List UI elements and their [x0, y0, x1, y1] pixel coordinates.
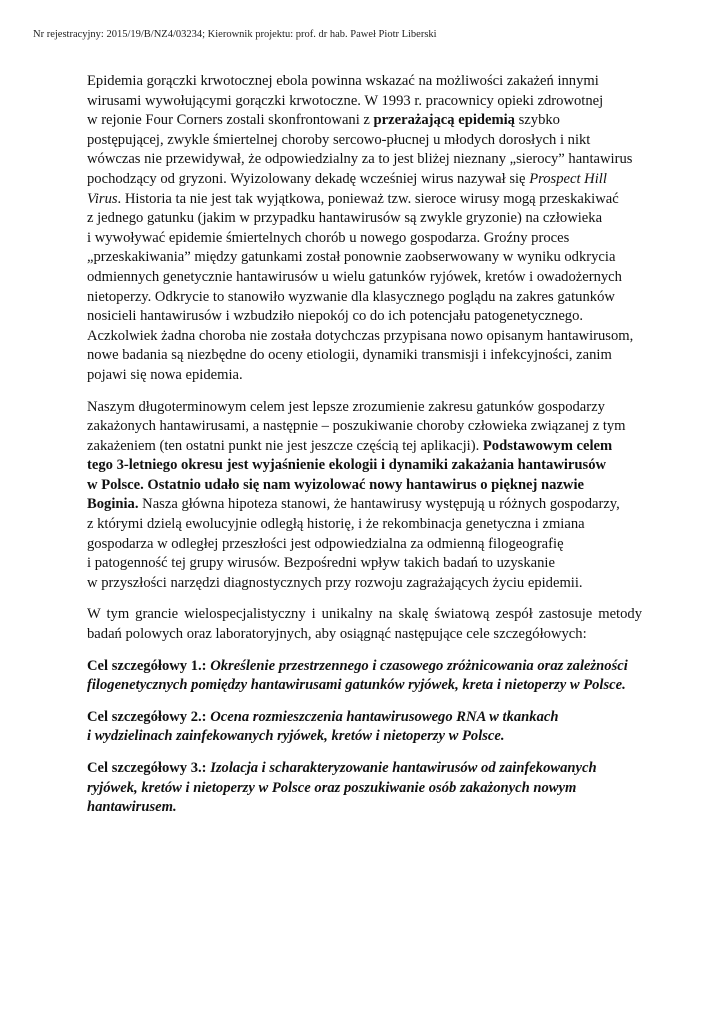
italic-phrase: Prospect Hill: [529, 170, 607, 187]
text-span: szybko: [514, 112, 560, 129]
bold-phrase: Podstawowym celem: [482, 437, 613, 454]
text-line: nowe badania są niezbędne do oceny etiologii, dynamiki transmisji i infekcyjności, zanim: [87, 347, 612, 364]
text-line: [87, 727, 642, 747]
document-body: [87, 72, 642, 830]
text-line: [87, 657, 642, 677]
paragraph-ebola-context: [87, 72, 642, 386]
text-span: Nasza główna hipoteza stanowi, że hantawirusy występują u różnych gospodarzy,: [138, 496, 620, 513]
text-line: w przyszłości narzędzi diagnostycznych przy rozwoju zagrażających życiu epidemii.: [87, 574, 583, 591]
goal-text: Określenie przestrzennego i czasowego zróżnicowania oraz zależności: [210, 657, 628, 674]
goal-label: Cel szczegółowy 2.:: [87, 708, 211, 725]
bold-phrase: przerażającą epidemią: [373, 112, 515, 129]
goal-text: Ocena rozmieszczenia hantawirusowego RNA w tkankach: [210, 708, 559, 725]
text-line: wirusami wywołującymi gorączki krwotoczne. W 1993 r. pracownicy opieki zdrowotnej: [87, 92, 604, 109]
text-span: w rejonie Four Corners zostali skonfrontowani z: [87, 112, 374, 129]
text-span: . Historia ta nie jest tak wyjątkowa, ponieważ tzw. sieroce wirusy mogą przeskakiwać: [117, 190, 619, 207]
text-line: W tym grancie wielospecjalistyczny i unikalny na skalę światową zespół zastosuje metody: [87, 606, 642, 623]
goal-text: i wydzielinach zainfekowanych ryjówek, kretów i nietoperzy w Polsce.: [87, 728, 505, 745]
text-line: Epidemia gorączki krwotocznej ebola powinna wskazać na możliwości zakażeń innymi: [87, 73, 599, 89]
specific-goal-3: [87, 759, 642, 818]
text-line: [87, 495, 642, 515]
text-line: z którymi dzielą ewolucyjnie odległą historię, i że rekombinacja genetyczna i zmiana: [87, 516, 585, 533]
text-line: wówczas nie przewidywał, że odpowiedzialny za to jest bliżej nieznany „sierocy” hantawirus: [87, 151, 633, 168]
bold-phrase: w Polsce. Ostatnio udało się nam wyizolować nowy hantawirus o pięknej nazwie: [87, 476, 585, 493]
text-line: postępującej, zwykle śmiertelnej choroby sercowo-płucnej u młodych dorosłych i nikt: [87, 131, 591, 148]
bold-phrase: tego 3-letniego okresu jest wyjaśnienie ekologii i dynamiki zakażania hantawirusów: [87, 457, 607, 474]
text-line: [87, 437, 642, 457]
text-line: [87, 190, 642, 210]
text-line: Aczkolwiek żadna choroba nie została dotychczas przypisana nowo opisanym hantawirusom,: [87, 327, 634, 344]
text-line: pojawi się nowa epidemia.: [87, 366, 243, 383]
specific-goal-2: [87, 708, 642, 747]
goal-text: ryjówek, kretów i nietoperzy w Polsce oraz poszukiwanie osób zakażonych nowym: [87, 779, 577, 796]
text-line: nosicieli hantawirusów i wzbudziło niepokój co do ich potencjału patogenetycznego.: [87, 308, 584, 325]
paragraph-methods: [87, 605, 642, 644]
text-line: [87, 798, 642, 818]
registration-header: Nr rejestracyjny: 2015/19/B/NZ4/03234; Kierownik projektu: prof. dr hab. Paweł Piotr Liberski: [33, 29, 437, 40]
bold-phrase: Boginia.: [87, 496, 139, 513]
text-line: [87, 708, 642, 728]
goal-text: filogenetycznych pomiędzy hantawirusami gatunków ryjówek, kreta i nietoperzy w Polsce.: [87, 677, 626, 694]
text-line: i patogenność tej grupy wirusów. Bezpośredni wpływ takich badań to uzyskanie: [87, 555, 555, 572]
text-line: [87, 476, 642, 496]
italic-phrase: Virus: [87, 190, 118, 207]
text-line: [87, 676, 642, 696]
text-line: nietoperzy. Odkrycie to stanowiło wyzwanie dla klasycznego poglądu na zakres gatunków: [87, 288, 615, 305]
text-line: [87, 779, 642, 799]
text-line: Naszym długoterminowym celem jest lepsze zrozumienie zakresu gatunków gospodarzy: [87, 398, 605, 415]
text-line: [87, 456, 642, 476]
text-line: z jednego gatunku (jakim w przypadku hantawirusów są zwykle gryzonie) na człowieka: [87, 210, 603, 227]
text-line: zakażonych hantawirusami, a następnie – poszukiwanie choroby człowieka związanej z tym: [87, 418, 626, 435]
goal-label: Cel szczegółowy 3.:: [87, 760, 211, 776]
text-line: [87, 111, 642, 131]
goal-text: Izolacja i scharakteryzowanie hantawirusów od zainfekowanych: [210, 760, 597, 776]
text-line: [87, 759, 642, 779]
text-line: gospodarza w odległej przeszłości jest odpowiedzialna za odmienną filogeografię: [87, 535, 564, 552]
paragraph-project-goal: [87, 398, 642, 594]
specific-goal-1: [87, 657, 642, 696]
text-line: badań polowych oraz laboratoryjnych, aby osiągnąć następujące cele szczegółowych:: [87, 626, 587, 643]
text-line: [87, 170, 642, 190]
goal-text: hantawirusem.: [87, 799, 177, 816]
text-span: zakażeniem (ten ostatni punkt nie jest jeszcze częścią tej aplikacji).: [87, 437, 483, 454]
text-line: odmiennych genetycznie hantawirusów u wielu gatunków ryjówek, kretów i owadożernych: [87, 268, 622, 285]
text-span: pochodzący od gryzoni. Wyizolowany dekadę wcześniej wirus nazywał się: [87, 170, 530, 187]
text-line: i wywoływać epidemie śmiertelnych chorób u nowego gospodarza. Groźny proces: [87, 229, 570, 246]
text-line: „przeskakiwania” między gatunkami został ponownie zaobserwowany w wyniku odkrycia: [87, 249, 616, 266]
goal-label: Cel szczegółowy 1.:: [87, 657, 211, 674]
